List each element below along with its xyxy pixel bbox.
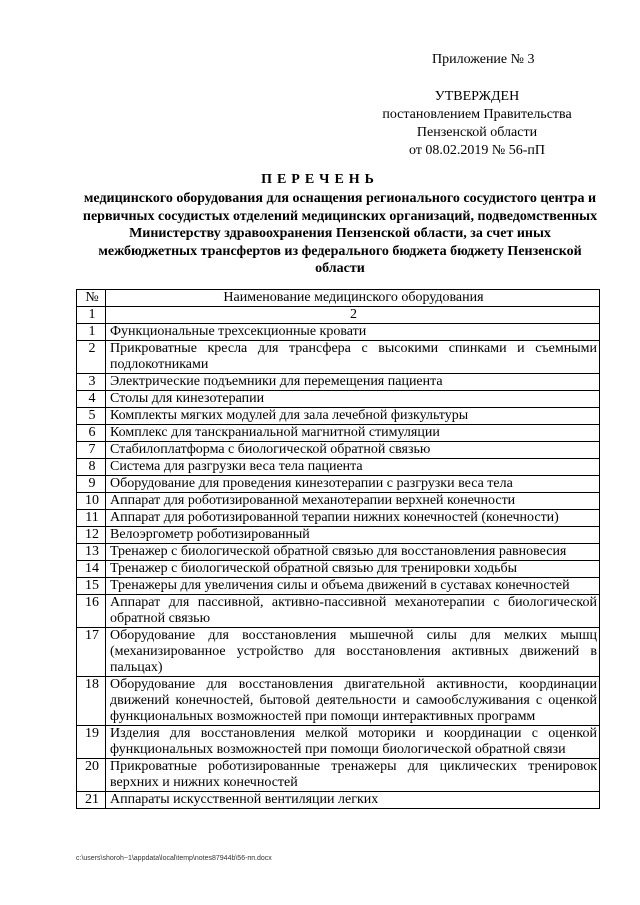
row-number: 14 — [77, 561, 106, 578]
table-header-row — [77, 290, 600, 307]
equipment-name: Оборудование для восстановления двигательной активности, координации движений конечностей, бытовой деятельности и самообслуживания с оценкой функциональных возможностей при помощи интерактивных программ — [106, 677, 600, 726]
table-row — [77, 408, 600, 425]
table-row — [77, 792, 600, 809]
table-row — [77, 544, 600, 561]
table-row — [77, 476, 600, 493]
row-number: 13 — [77, 544, 106, 561]
row-number: 9 — [77, 476, 106, 493]
row-number: 21 — [77, 792, 106, 809]
appendix-label: Приложение № 3 — [432, 52, 535, 67]
table-row — [77, 459, 600, 476]
column-header-number: № — [77, 290, 106, 307]
equipment-name: Оборудование для восстановления мышечной силы для мелких мышц (механизированное устройство для восстановления активных движений в пальцах) — [106, 628, 600, 677]
file-path-footer: c:\users\shoroh~1\appdata\local\temp\notes87944b\56-пп.docx — [76, 855, 272, 862]
row-number: 10 — [77, 493, 106, 510]
row-number: 5 — [77, 408, 106, 425]
equipment-name: Оборудование для проведения кинезотерапии с разгрузки веса тела — [106, 476, 600, 493]
equipment-name: Тренажер с биологической обратной связью для восстановления равновесия — [106, 544, 600, 561]
row-number: 16 — [77, 595, 106, 628]
row-number: 8 — [77, 459, 106, 476]
document-subtitle: медицинского оборудования для оснащения регионального сосудистого центра и первичных сосудистых отделений медицинских организаций, подведомственных Министерству здравоохранения Пензенской области, за счет иных межбюджетных трансфертов из федерального бюджета бюджету Пензенской области — [82, 191, 598, 276]
equipment-name: Аппарат для роботизированной терапии нижних конечностей (конечности) — [106, 510, 600, 527]
row-number: 7 — [77, 442, 106, 459]
column-index-2: 2 — [106, 307, 600, 324]
row-number: 2 — [77, 341, 106, 374]
table-row — [77, 442, 600, 459]
equipment-table — [76, 289, 600, 809]
equipment-name: Система для разгрузки веса тела пациента — [106, 459, 600, 476]
approved-region: Пензенской области — [416, 125, 538, 140]
table-row — [77, 324, 600, 341]
table-row — [77, 493, 600, 510]
equipment-name: Велоэргометр роботизированный — [106, 527, 600, 544]
row-number: 1 — [77, 324, 106, 341]
row-number: 6 — [77, 425, 106, 442]
document-title: ПЕРЕЧЕНЬ — [261, 172, 379, 187]
table-row — [77, 628, 600, 677]
equipment-name: Электрические подъемники для перемещения пациента — [106, 374, 600, 391]
row-number: 3 — [77, 374, 106, 391]
equipment-name: Стабилоплатформа с биологической обратной связью — [106, 442, 600, 459]
table-row — [77, 391, 600, 408]
column-index-1: 1 — [77, 307, 106, 324]
row-number: 18 — [77, 677, 106, 726]
approved-decree: постановлением Правительства — [382, 107, 572, 122]
row-number: 12 — [77, 527, 106, 544]
row-number: 19 — [77, 726, 106, 759]
equipment-name: Комплекты мягких модулей для зала лечебной физкультуры — [106, 408, 600, 425]
table-row — [77, 527, 600, 544]
equipment-name: Тренажеры для увеличения силы и объема движений в суставах конечностей — [106, 578, 600, 595]
row-number: 11 — [77, 510, 106, 527]
equipment-name: Прикроватные роботизированные тренажеры для циклических тренировок верхних и нижних конечностей — [106, 759, 600, 792]
table-row — [77, 341, 600, 374]
column-index-row — [77, 307, 600, 324]
equipment-name: Аппараты искусственной вентиляции легких — [106, 792, 600, 809]
table-row — [77, 425, 600, 442]
table-row — [77, 578, 600, 595]
table-row — [77, 726, 600, 759]
row-number: 17 — [77, 628, 106, 677]
table-row — [77, 595, 600, 628]
table-row — [77, 759, 600, 792]
equipment-name: Функциональные трехсекционные кровати — [106, 324, 600, 341]
row-number: 15 — [77, 578, 106, 595]
equipment-name: Прикроватные кресла для трансфера с высокими спинками и съемными подлокотниками — [106, 341, 600, 374]
table-row — [77, 510, 600, 527]
approved-date-number: от 08.02.2019 № 56-пП — [408, 143, 546, 158]
equipment-name: Аппарат для пассивной, активно-пассивной механотерапии с биологической обратной связью — [106, 595, 600, 628]
table-row — [77, 677, 600, 726]
table-row — [77, 374, 600, 391]
column-header-name: Наименование медицинского оборудования — [106, 290, 600, 307]
approval-block — [362, 88, 592, 160]
row-number: 4 — [77, 391, 106, 408]
equipment-name: Комплекс для танскраниальной магнитной стимуляции — [106, 425, 600, 442]
row-number: 20 — [77, 759, 106, 792]
equipment-name: Аппарат для роботизированной механотерапии верхней конечности — [106, 493, 600, 510]
equipment-name: Изделия для восстановления мелкой моторики и координации с оценкой функциональных возможностей при помощи биологической обратной связи — [106, 726, 600, 759]
equipment-name: Столы для кинезотерапии — [106, 391, 600, 408]
approved-heading: УТВЕРЖДЕН — [434, 89, 520, 104]
table-row — [77, 561, 600, 578]
equipment-name: Тренажер с биологической обратной связью для тренировки ходьбы — [106, 561, 600, 578]
